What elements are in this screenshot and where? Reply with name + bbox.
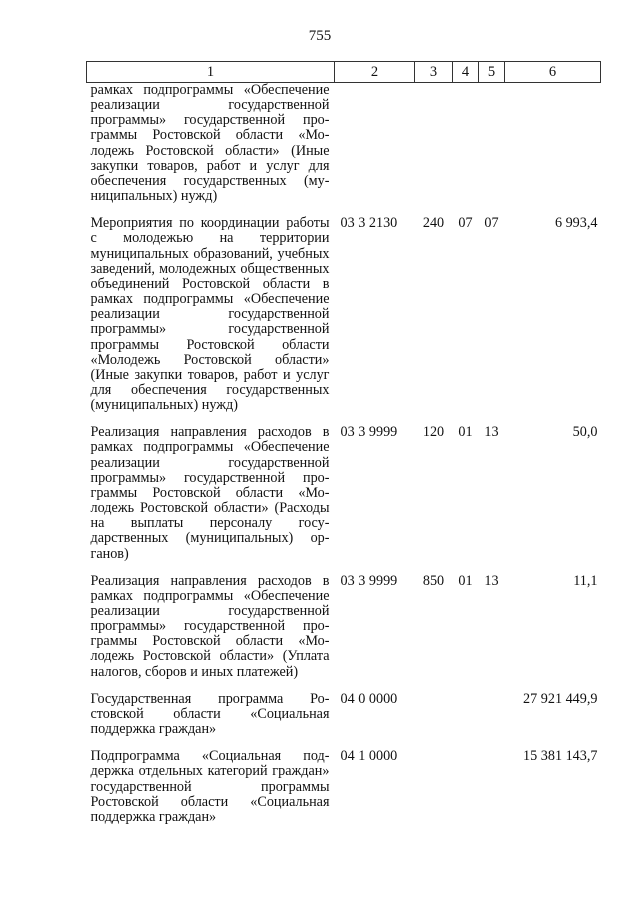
row-target-code [335,83,415,205]
row-section [453,680,479,737]
header-col-1: 1 [87,62,335,83]
table-row [87,680,601,737]
budget-table [86,61,601,825]
row-amount: 6 993,4 [554,215,598,232]
row-target-code: 04 1 0000 [340,748,398,765]
table-row [87,413,601,561]
row-expense-type: 850 [422,572,445,589]
row-subsection: 07 [484,215,499,232]
row-expense-type [415,680,453,737]
row-amount [505,83,601,205]
row-amount: 15 381 143,7 [523,748,598,765]
row-expense-type [415,737,453,825]
header-col-2: 2 [335,62,415,83]
row-subsection [479,737,505,825]
row-description: Реализация направления расходов в рамках подпрограммы «Обеспечение реализации государственной программы» государственной программы Ростовской области «Молодежь Ростовской области» (Расходы на выплаты персоналу государственных (муниципальных) органов) [90,424,330,562]
header-col-4: 4 [453,62,479,83]
row-description: Мероприятия по координации работы с молодежью на территории муниципальных образований, учебных заведений, молодежных общественных объединений Ростовской области в рамках подпрограммы «Обеспечение реализации государственной программы» государственной программы Ростовской области «Молодежь Ростовской области» (Иные закупки товаров, работ и услуг для обеспечения государственных (муниципальных) нужд) [90,215,330,414]
row-amount: 50,0 [572,424,598,441]
row-section: 07 [458,215,473,232]
row-description: Реализация направления расходов в рамках подпрограммы «Обеспечение реализации государственной программы» государственной программы Ростовской области «Молодежь Ростовской области» (Уплата налогов, сборов и иных платежей) [90,572,330,680]
header-col-5: 5 [479,62,505,83]
table-header-row [87,62,601,83]
row-target-code: 03 3 9999 [340,424,398,441]
row-target-code: 04 0 0000 [340,690,398,707]
row-expense-type: 240 [422,215,445,232]
row-description: Подпрограмма «Социальная поддержка отдельных категорий граждан» государственной программы Ростовской области «Социальная поддержка граждан» [90,748,330,825]
page-number: 755 [308,28,332,44]
row-amount: 27 921 449,9 [523,690,598,707]
row-subsection: 13 [484,572,499,589]
row-target-code: 03 3 9999 [340,572,398,589]
table-row [87,204,601,413]
row-section: 01 [458,572,473,589]
row-subsection [479,83,505,205]
row-description: рамках подпрограммы «Обеспечение реализации государственной программы» государственной программы Ростовской области «Молодежь Ростовской области» (Иные закупки товаров, работ и услуг для обеспечения государственных (муниципальных) нужд) [90,82,330,205]
row-section: 01 [458,424,473,441]
header-col-3: 3 [415,62,453,83]
table-row [87,737,601,825]
row-expense-type [415,83,453,205]
row-subsection [479,680,505,737]
row-section [453,737,479,825]
row-expense-type: 120 [422,424,445,441]
row-subsection: 13 [484,424,499,441]
row-target-code: 03 3 2130 [340,215,398,232]
row-description: Государственная программа Ростовской области «Социальная поддержка граждан» [90,690,330,738]
table-row [87,562,601,680]
header-col-6: 6 [505,62,601,83]
table-row [87,83,601,205]
row-amount: 11,1 [573,572,598,589]
row-section [453,83,479,205]
